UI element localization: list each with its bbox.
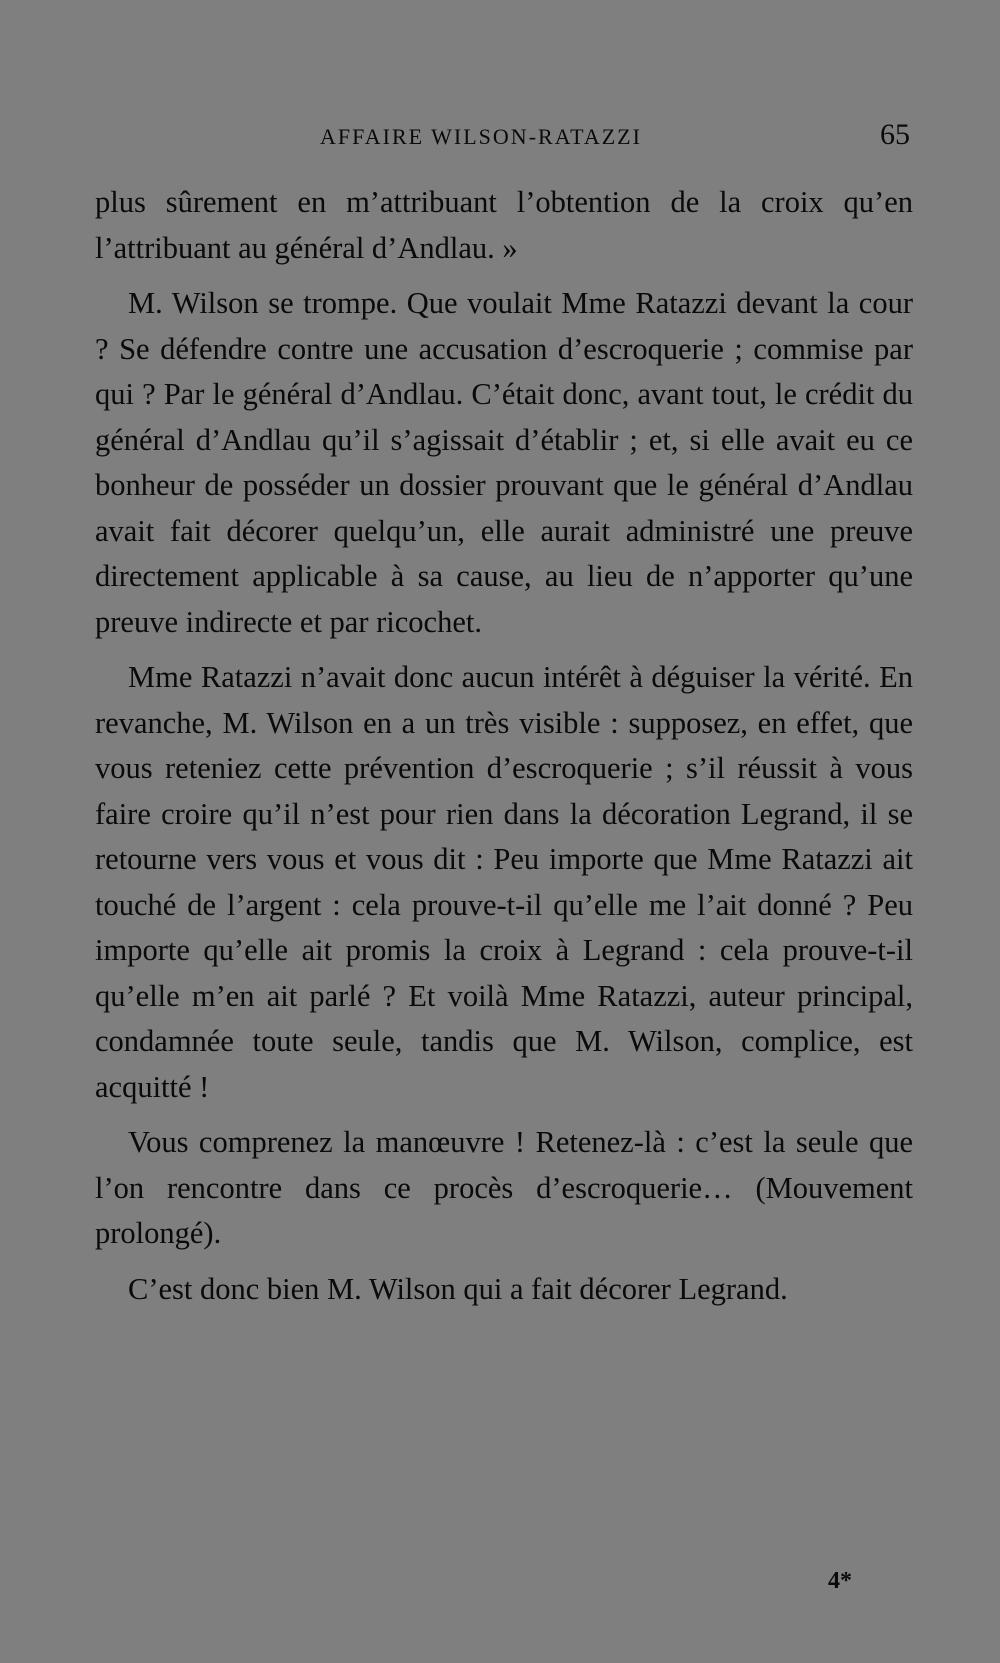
paragraph-3: Mme Ratazzi n’avait donc aucun intérêt à déguiser la vérité. En revanche, M. Wilson en a un très visible : supposez, en effet, que vous reteniez cette prévention d’escroquerie ; s’il réussit à vous faire croire qu’il n’est pour rien dans la décoration Legrand, il se retourne vers vous et vous dit : Peu importe que Mme Ratazzi ait touché de l’argent : cela prouve-t-il qu’elle me l’ait donné ? Peu importe qu’elle ait promis la croix à Legrand : cela prouve-t-il qu’elle m’en ait parlé ? Et voilà Mme Ratazzi, auteur principal, condamnée toute seule, tandis que M. Wilson, complice, est acquitté ! [95,660,913,1104]
page-number: 65 [880,118,910,151]
paragraph-5: C’est donc bien M. Wilson qui a fait décorer Legrand. [128,1271,788,1306]
paragraph-4: Vous comprenez la manœuvre ! Retenez-là : c’est la seule que l’on rencontre dans ce procès d’escroquerie… (Mouvement prolongé). [95,1125,913,1250]
paragraph-1: plus sûrement en m’attribuant l’obtention de la croix qu’en l’attribuant au général d’Andlau. » [95,185,913,265]
paragraph-2: M. Wilson se trompe. Que voulait Mme Ratazzi devant la cour ? Se défendre contre une accusation d’escroquerie ; commise par qui ? Par le général d’Andlau. C’était donc, avant tout, le crédit du général d’Andlau qu’il s’agissait d’établir ; et, si elle avait eu ce bonheur de posséder un dossier prouvant que le général d’Andlau avait fait décorer quelqu’un, elle aurait administré une preuve directement applicable à sa cause, au lieu de n’apporter qu’une preuve indirecte et par ricochet. [95,286,913,639]
signature-mark: 4* [828,1568,852,1594]
body-text [95,180,913,1312]
page-header [95,118,910,158]
running-title: AFFAIRE WILSON-RATAZZI [320,124,642,149]
